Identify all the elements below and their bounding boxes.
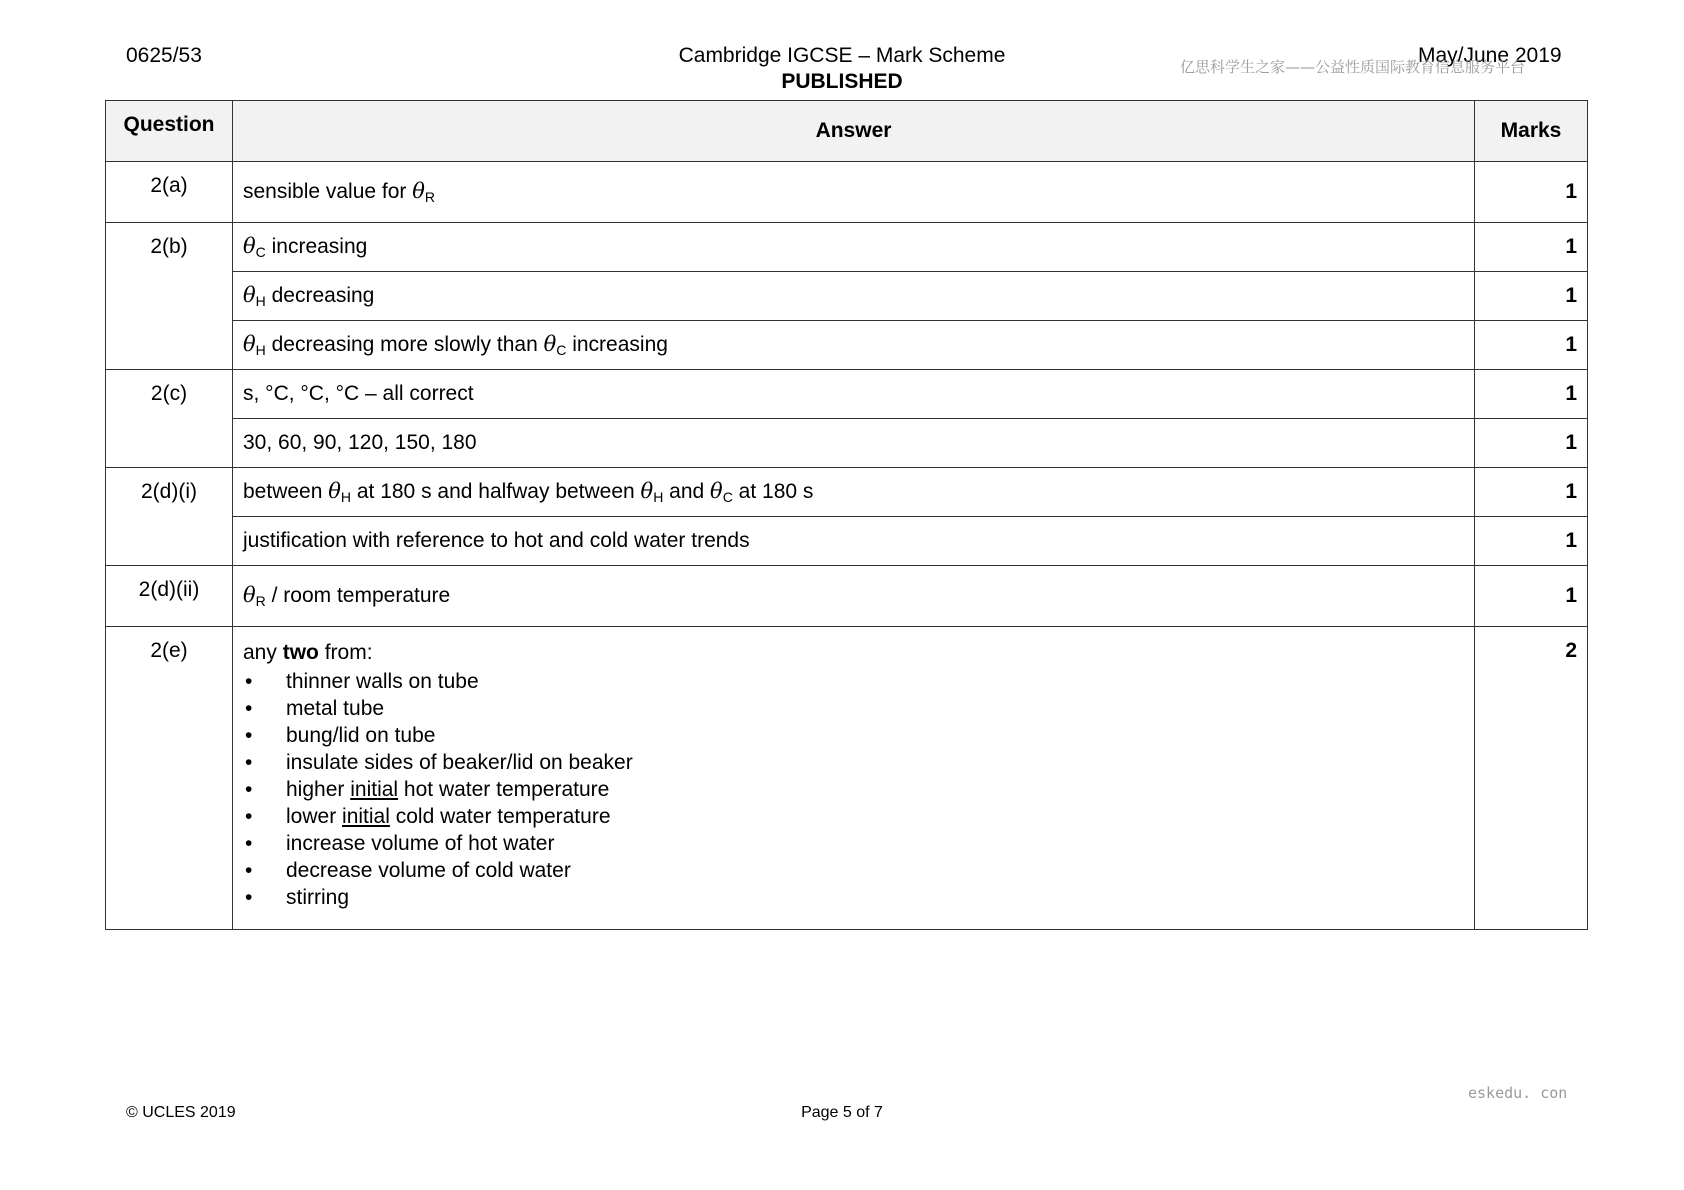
table-row	[106, 223, 1588, 272]
list-item: • decrease volume of cold water	[243, 857, 1464, 884]
answer-cell	[233, 321, 1475, 370]
watermark-bottom: eskedu. con	[1468, 1084, 1568, 1102]
marks-cell: 1	[1475, 370, 1588, 419]
subscript: H	[255, 293, 266, 309]
marks-cell: 1	[1475, 419, 1588, 468]
question-number: 2(d)(i)	[106, 468, 233, 566]
answer-text: from:	[318, 641, 373, 664]
subscript: C	[556, 342, 567, 358]
table-row	[106, 272, 1588, 321]
header-marks: Marks	[1475, 101, 1588, 162]
header-answer: Answer	[233, 101, 1475, 162]
question-number: 2(b)	[106, 223, 233, 370]
marks-cell: 2	[1475, 627, 1588, 930]
answer-text: any	[243, 641, 283, 664]
answer-cell	[233, 468, 1475, 517]
marks-cell: 1	[1475, 321, 1588, 370]
underlined-text: initial	[342, 805, 390, 828]
subscript: H	[255, 342, 266, 358]
exam-session: May/June 2019	[1418, 44, 1562, 67]
paper-code: 0625/53	[126, 44, 202, 67]
answer-text: increasing	[265, 235, 368, 258]
marks-cell: 1	[1475, 566, 1588, 627]
list-item: • thinner walls on tube	[243, 668, 1464, 695]
answer-cell: s, °C, °C, °C – all correct	[233, 370, 1475, 419]
subscript: H	[653, 489, 664, 505]
theta-symbol: θ	[640, 479, 654, 503]
answer-intro	[243, 639, 1464, 666]
marks-cell: 1	[1475, 223, 1588, 272]
answer-text: cold water temperature	[389, 805, 611, 828]
list-item: • bung/lid on tube	[243, 722, 1464, 749]
published-label: PUBLISHED	[781, 70, 903, 93]
document-title: Cambridge IGCSE – Mark Scheme	[678, 44, 1006, 67]
list-item: • insulate sides of beaker/lid on beaker	[243, 749, 1464, 776]
table-row	[106, 517, 1588, 566]
answer-text: hot water temperature	[398, 778, 610, 801]
answer-cell: 30, 60, 90, 120, 150, 180	[233, 419, 1475, 468]
theta-symbol: θ	[412, 179, 425, 203]
question-number: 2(c)	[106, 370, 233, 468]
table-row	[106, 162, 1588, 223]
answer-text: between	[243, 480, 329, 503]
theta-symbol: θ	[710, 479, 723, 503]
header-question: Question	[106, 101, 233, 162]
subscript: C	[255, 244, 266, 260]
page-number: Page 5 of 7	[801, 1104, 883, 1121]
list-item: • stirring	[243, 884, 1464, 911]
theta-symbol: θ	[243, 234, 256, 258]
marks-cell: 1	[1475, 162, 1588, 223]
question-number: 2(d)(ii)	[106, 566, 233, 627]
answer-text: decreasing	[265, 284, 375, 307]
theta-symbol: θ	[243, 283, 256, 307]
bullet-list	[243, 668, 1464, 911]
table-header-row	[106, 101, 1588, 162]
answer-text: higher	[286, 778, 351, 801]
mark-scheme-table	[105, 100, 1588, 930]
theta-symbol: θ	[243, 332, 256, 356]
list-item	[243, 803, 1464, 830]
answer-cell	[233, 627, 1475, 930]
question-number: 2(a)	[106, 162, 233, 223]
subscript: C	[722, 489, 733, 505]
marks-cell: 1	[1475, 517, 1588, 566]
answer-text: decreasing more slowly than	[265, 333, 544, 356]
answer-text-bold: two	[282, 641, 319, 664]
table-row	[106, 627, 1588, 930]
list-item: • increase volume of hot water	[243, 830, 1464, 857]
underlined-text: initial	[350, 778, 399, 801]
answer-text: and	[663, 480, 711, 503]
table-row	[106, 370, 1588, 419]
subscript: R	[255, 593, 266, 609]
watermark-top: 亿思科学生之家——公益性质国际教育信息服务平台	[1180, 58, 1526, 76]
marks-cell: 1	[1475, 468, 1588, 517]
theta-symbol: θ	[543, 332, 557, 356]
table-row	[106, 321, 1588, 370]
answer-cell	[233, 566, 1475, 627]
answer-text: lower	[286, 805, 343, 828]
answer-text: at 180 s	[732, 480, 814, 503]
answer-text: increasing	[566, 333, 668, 356]
answer-text: at 180 s and halfway between	[351, 480, 641, 503]
list-item	[243, 776, 1464, 803]
list-item: • metal tube	[243, 695, 1464, 722]
answer-cell	[233, 223, 1475, 272]
theta-symbol: θ	[328, 479, 341, 503]
answer-cell	[233, 272, 1475, 321]
table-row	[106, 419, 1588, 468]
answer-cell	[233, 162, 1475, 223]
marks-cell: 1	[1475, 272, 1588, 321]
copyright: © UCLES 2019	[126, 1104, 236, 1121]
table-row	[106, 566, 1588, 627]
table-row	[106, 468, 1588, 517]
subscript: H	[340, 489, 352, 505]
subscript: R	[424, 189, 436, 205]
question-number: 2(e)	[106, 627, 233, 930]
answer-cell: justification with reference to hot and cold water trends	[233, 517, 1475, 566]
answer-text: / room temperature	[265, 584, 451, 607]
answer-text: sensible value for	[243, 180, 413, 203]
theta-symbol: θ	[243, 583, 256, 607]
